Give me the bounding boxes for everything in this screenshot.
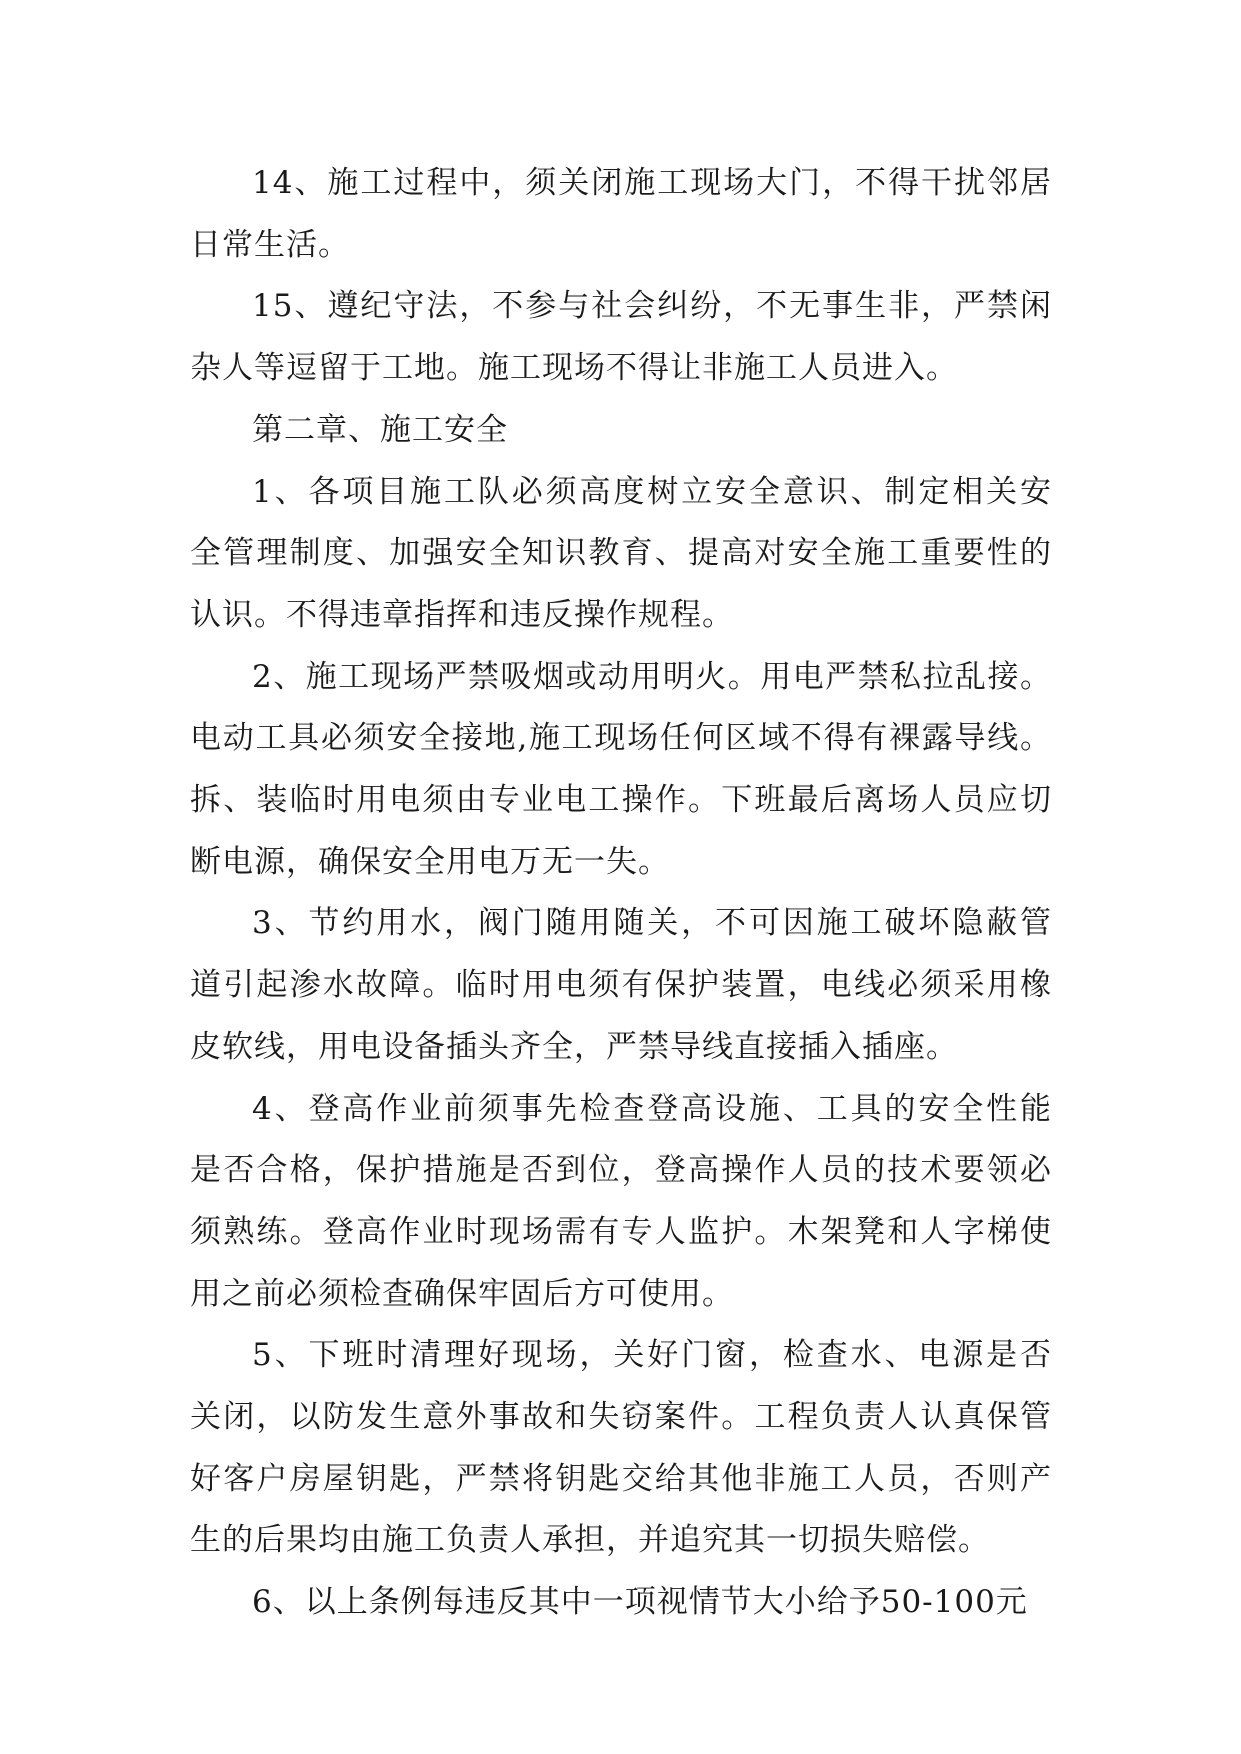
paragraph-safety-5 xyxy=(190,1325,1052,1572)
text-line: 2、施工现场严禁吸烟或动用明火。用电严禁私拉乱接。 xyxy=(252,658,1052,695)
text-line: 拆、装临时用电须由专业电工操作。下班最后离场人员应切 xyxy=(190,782,1052,819)
text-line: 生的后果均由施工负责人承担，并追究其一切损失赔偿。 xyxy=(190,1522,990,1559)
document-body xyxy=(190,153,1052,1634)
text-line: 认识。不得违章指挥和违反操作规程。 xyxy=(190,596,734,633)
text-line: 用之前必须检查确保牢固后方可使用。 xyxy=(190,1275,734,1312)
text-line: 6、以上条例每违反其中一项视情节大小给予50-100元 xyxy=(252,1584,1028,1621)
text-line: 5、下班时清理好现场，关好门窗，检查水、电源是否 xyxy=(252,1337,1052,1374)
text-line: 日常生活。 xyxy=(190,226,350,263)
text-line: 电动工具必须安全接地,施工现场任何区域不得有裸露导线。 xyxy=(190,720,1052,757)
paragraph-clause-14 xyxy=(190,153,1052,276)
text-line: 须熟练。登高作业时现场需有专人监护。木架凳和人字梯使 xyxy=(190,1213,1052,1250)
text-line: 全管理制度、加强安全知识教育、提高对安全施工重要性的 xyxy=(190,535,1052,572)
text-line: 14、施工过程中，须关闭施工现场大门，不得干扰邻居 xyxy=(252,165,1052,201)
paragraph-safety-2 xyxy=(190,647,1052,894)
text-line: 是否合格，保护措施是否到位，登高操作人员的技术要领必 xyxy=(190,1152,1052,1189)
text-line: 15、遵纪守法，不参与社会纠纷，不无事生非，严禁闲 xyxy=(252,288,1052,325)
paragraph-clause-15 xyxy=(190,276,1052,399)
paragraph-safety-1 xyxy=(190,462,1052,647)
text-line: 关闭，以防发生意外事故和失窃案件。工程负责人认真保管 xyxy=(190,1399,1052,1436)
text-line: 3、节约用水，阀门随用随关，不可因施工破坏隐蔽管 xyxy=(252,905,1052,942)
text-line: 皮软线，用电设备插头齐全，严禁导线直接插入插座。 xyxy=(190,1028,958,1065)
paragraph-safety-4 xyxy=(190,1079,1052,1326)
text-line: 杂人等逗留于工地。施工现场不得让非施工人员进入。 xyxy=(190,350,958,387)
text-line: 4、登高作业前须事先检查登高设施、工具的安全性能 xyxy=(252,1090,1052,1127)
paragraph-safety-6 xyxy=(190,1572,1052,1634)
text-line: 好客户房屋钥匙，严禁将钥匙交给其他非施工人员，否则产 xyxy=(190,1460,1052,1497)
paragraph-chapter-2-heading xyxy=(190,400,1052,462)
text-line: 1、各项目施工队必须高度树立安全意识、制定相关安 xyxy=(252,473,1052,510)
text-line: 道引起渗水故障。临时用电须有保护装置，电线必须采用橡 xyxy=(190,967,1052,1004)
paragraph-safety-3 xyxy=(190,893,1052,1078)
text-line: 第二章、施工安全 xyxy=(252,411,508,448)
text-line: 断电源，确保安全用电万无一失。 xyxy=(190,843,670,880)
